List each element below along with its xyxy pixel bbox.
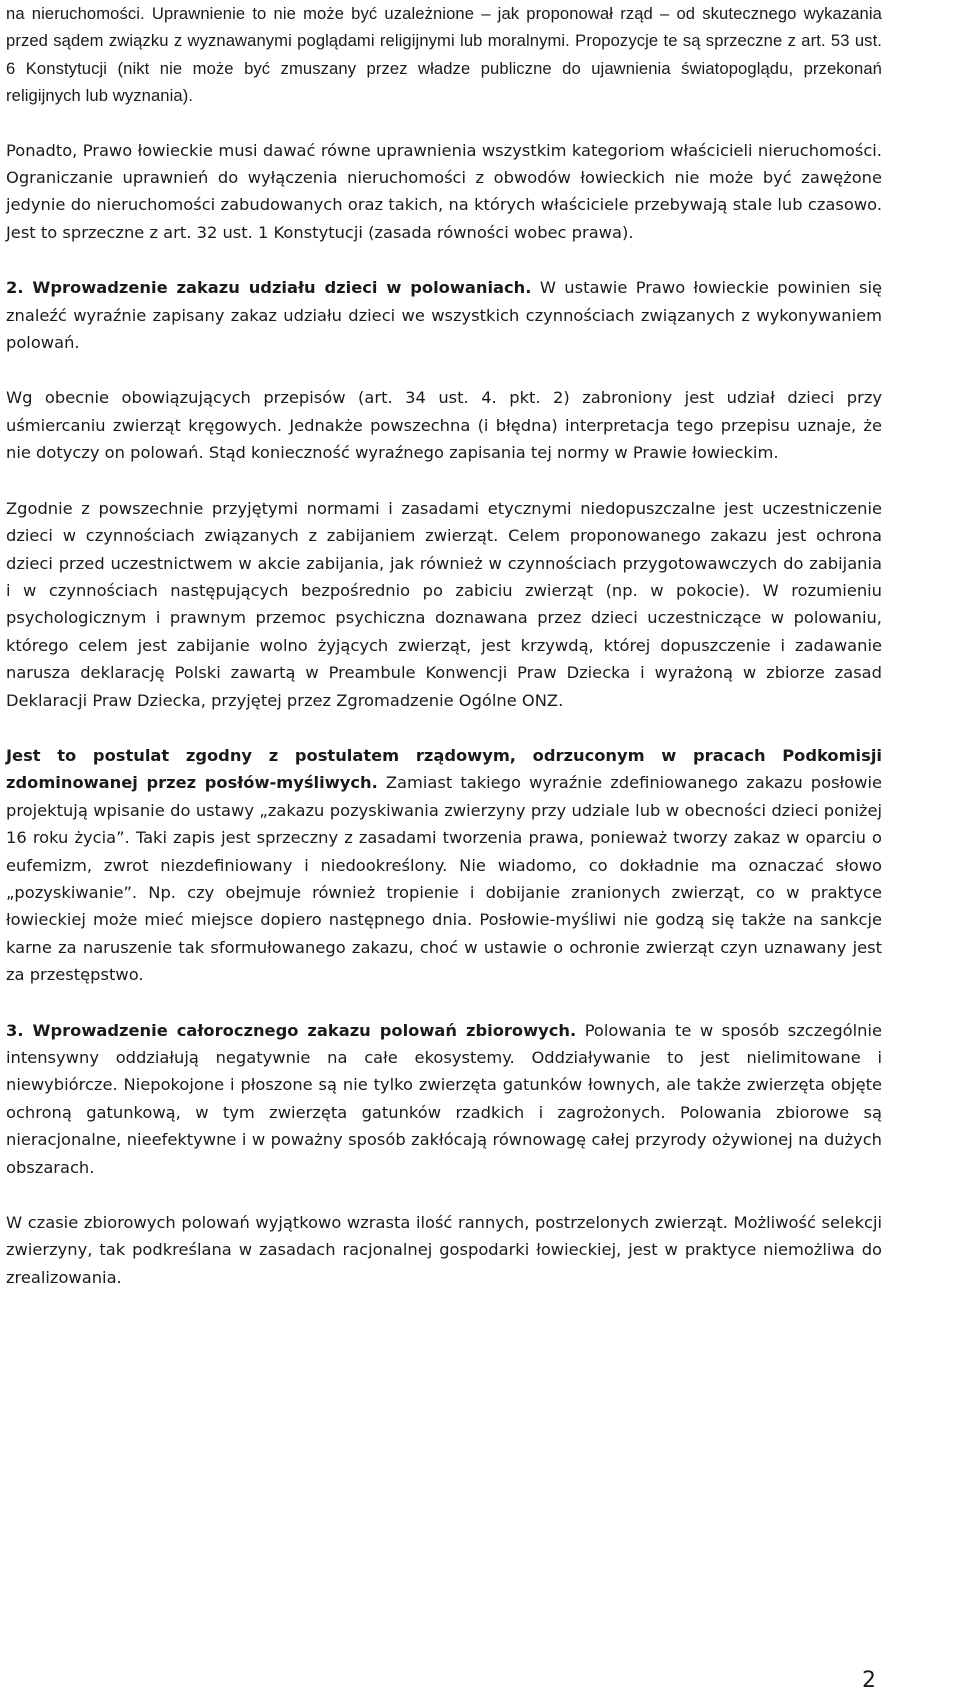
paragraph-government-postulate [6, 742, 882, 989]
paragraph-section-2 [6, 274, 882, 356]
paragraph-text: na nieruchomości. Uprawnienie to nie może być uzależnione – jak proponował rząd – od skutecznego wykazania przed sądem związku z wyznawanymi poglądami religijnymi lub moralnymi. Propozycje te są sprzeczne z art. 53 ust. 6 Konstytucji (nikt nie może być zmuszany przez władze publiczne do ujawnienia światopoglądu, przekonań religijnych lub wyznania). [6, 4, 882, 106]
paragraph-constitution-art53 [6, 0, 882, 110]
paragraph-text: Zgodnie z powszechnie przyjętymi normami i zasadami etycznymi niedopuszczalne jest uczestniczenie dzieci w czynnościach związanych z zabijaniem zwierząt. Celem proponowanego zakazu jest ochrona dzieci przed uczestnictwem w akcie zabijania, jak również w czynnościach przygotowawczych do zabijania i w czynnościach następujących bezpośrednio po zabiciu zwierząt (np. w pokocie). W rozumieniu psychologicznym i prawnym przemoc psychiczna doznawana przez dzieci uczestniczące w polowaniu, którego celem jest zabijanie wolno żyjących zwierząt, jest krzywdą, której dopuszczenie i zadawanie narusza deklarację Polski zawartą w Preambule Konwencji Praw Dziecka i wyrażoną w zbiorze zasad Deklaracji Praw Dziecka, przyjętej przez Zgromadzenie Ogólne ONZ. [6, 498, 882, 710]
paragraph-text: Ponadto, Prawo łowieckie musi dawać równe uprawnienia wszystkim kategoriom właścicieli nieruchomości. Ograniczanie uprawnień do wyłączenia nieruchomości z obwodów łowieckich nie może być zawężone jedynie do nieruchomości zabudowanych oraz takich, na których właściciele przebywają stale lub czasowo. Jest to sprzeczne z art. 32 ust. 1 Konstytucji (zasada równości wobec prawa). [6, 140, 882, 242]
paragraph-text: Polowania te w sposób szczególnie intensywny oddziałują negatywnie na całe ekosystemy. Oddziaływanie to jest nielimitowane i niewybiórcze. Niepokojone i płoszone są nie tylko zwierzęta gatunków łownych, ale także zwierzęta objęte ochroną gatunkową, w tym zwierzęta gatunków rzadkich i zagrożonych. Polowania zbiorowe są nieracjonalne, nieefektywne i w poważny sposób zakłócają równowagę całej przyrody ożywionej na dużych obszarach. [6, 1020, 882, 1177]
paragraph-current-law [6, 384, 882, 466]
section-heading-3: 3. Wprowadzenie całorocznego zakazu polowań zbiorowych. [6, 1020, 577, 1040]
paragraph-text: W ustawie Prawo łowieckie powinien się znaleźć wyraźnie zapisany zakaz udziału dzieci we wszystkich czynnościach związanych z wykonywaniem polowań. [6, 278, 882, 353]
paragraph-wounded-animals [6, 1209, 882, 1291]
paragraph-equal-rights [6, 137, 882, 247]
paragraph-text: Zamiast takiego wyraźnie zdefiniowanego zakazu posłowie projektują wpisanie do ustawy „zakazu pozyskiwania zwierzyny przy udziale lub w obecności dzieci poniżej 16 roku życia”. Taki zapis jest sprzeczny z zasadami tworzenia prawa, ponieważ tworzy zakaz w oparciu o eufemizm, zwrot niezdefiniowany i niedookreślony. Nie wiadomo, co dokładnie ma oznaczać słowo „pozyskiwanie”. Np. czy obejmuje również tropienie i dobijanie zranionych zwierząt, co w praktyce łowieckiej może mieć miejsce dopiero następnego dnia. Posłowie-myśliwi nie godzą się także na sankcje karne za naruszenie tak sformułowanego zakazu, choć w ustawie o ochronie zwierząt czyn uznawany jest za przestępstwo. [6, 773, 882, 985]
section-heading-2: 2. Wprowadzenie zakazu udziału dzieci w polowaniach. [6, 278, 532, 298]
paragraph-section-3 [6, 1017, 882, 1181]
document-page [6, 0, 882, 1319]
paragraph-text: W czasie zbiorowych polowań wyjątkowo wzrasta ilość rannych, postrzelonych zwierząt. Możliwość selekcji zwierzyny, tak podkreślana w zasadach racjonalnej gospodarki łowieckiej, jest w praktyce niemożliwa do zrealizowania. [6, 1213, 882, 1287]
bold-statement: Jest to postulat zgodny z postulatem rządowym, odrzuconym w pracach Podkomisji zdominowanej przez posłów-myśliwych. [6, 745, 882, 793]
page-number: 2 [862, 1668, 876, 1693]
paragraph-text: Wg obecnie obowiązujących przepisów (art. 34 ust. 4. pkt. 2) zabroniony jest udział dzieci przy uśmiercaniu zwierząt kręgowych. Jednakże powszechna (i błędna) interpretacja tego przepisu uznaje, że nie dotyczy on polowań. Stąd konieczność wyraźnego zapisania tej normy w Prawie łowieckim. [6, 388, 882, 463]
paragraph-ethics [6, 495, 882, 714]
